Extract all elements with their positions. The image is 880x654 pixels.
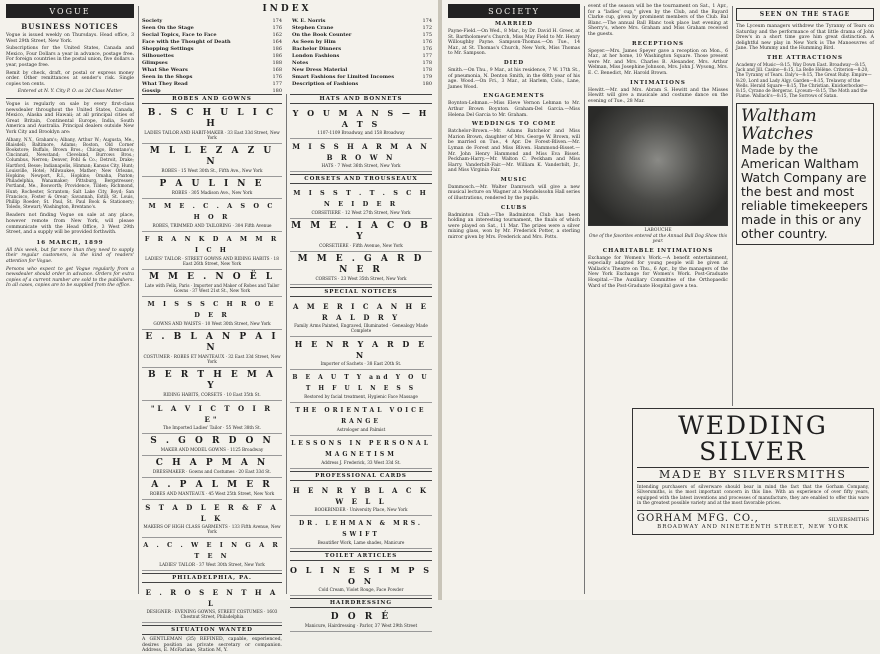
- bulldog-photo: [588, 106, 728, 226]
- right-column-receptions: [588, 4, 728, 289]
- professional-ad[interactable]: H E N R Y B L A C K W E L L BOOKBINDER · University Place, New York: [290, 483, 432, 516]
- wedding-silver-ad[interactable]: [632, 408, 874, 535]
- left-column-hats: [290, 92, 432, 632]
- entered-note: Entered at N. Y. City P. O. as 2d Class Matter: [17, 89, 123, 95]
- left-column-notices: [6, 4, 134, 289]
- robes-ad[interactable]: B. S C H U L I C H LADIES TAILOR AND HABIT-MAKER · 33 East 33d Street, New York: [142, 106, 282, 144]
- hairdressing-heading: HAIRDRESSING: [290, 598, 432, 608]
- robes-ad[interactable]: A . P A L M E R ROBES AND MANTEAUX · 45 West 25th Street, New York: [142, 478, 282, 500]
- right-page: [442, 0, 880, 600]
- index-item[interactable]: Shopping Settings 186: [142, 46, 282, 52]
- corsets-ad[interactable]: M M E . G A R D N E R CORSETS · 23 West 35th Street, New York: [290, 252, 432, 285]
- index-item[interactable]: Notes 178: [292, 60, 432, 66]
- wedding-silver-body: Intending purchasers of silverware should bear in mind the fact that the Gorham Company, Silversmiths, is the most important concern in this line. With an experience of over fifty years, equipped with the latest inventions and processes of manufacture, they are enabled to offer this ware in the greatest possible variety and at the most favorable prices.: [637, 485, 869, 507]
- married-text: Payne-Field.—On Wed., 8 Mar., by Dr. David H. Greer, at St. Bartholomew's Church, Miss May Field to Mr. Henry Willoughby Payne. Sampson-Thomas.—On Tue., 14 Mar., at St. Thomas's Church, New York, Miss Thomas to Mr. Sampson.: [448, 29, 580, 57]
- index-item[interactable]: Glimpses 188: [142, 60, 282, 66]
- hats-ad[interactable]: Y O U M A N S — H A T S 1107-1109 Broadway, and 158 Broadway: [290, 106, 432, 139]
- engagements-heading: ENGAGEMENTS: [483, 93, 545, 100]
- died-text: Smith.—On Thu., 9 Mar., at his residence, 7 W. 17th St., of pneumonia, N. Denton Smith, in the 68th year of his age. Wood.—On Fri., 3 Mar., at Harlem, Colo., Lane, James Wood.: [448, 67, 580, 90]
- toilet-articles-heading: TOILET ARTICLES: [290, 551, 432, 561]
- intimations-text: Hewitt.—Mr. and Mrs. Abram S. Hewitt and the Misses Hewitt will give a musicale and costume dance on the evening of Tue., 28 Mar.: [588, 87, 728, 104]
- right-column-stage: [736, 4, 874, 245]
- waltham-headline: Waltham Watches: [741, 106, 817, 145]
- philadelphia-heading: PHILADELPHIA, PA.: [142, 573, 282, 583]
- index-item[interactable]: Social Topics, Face to Face 162: [142, 32, 282, 38]
- clubs-text: Badminton Club.—The Badminton Club has been holding an interesting tournament, the finals of which were played on Sat., 11 Mar. The prizes were a silver mixing glass, won by Mr. Frederick Potter, a sterling mirror given by Mrs. Frederick and Mrs. Potts.: [448, 212, 580, 241]
- special-ad[interactable]: THE ORIENTAL VOICE RANGE Astrologer and Palmist: [290, 403, 432, 436]
- seen-on-stage-text: The Lyceum managers withdrew the Tyranny of Tears on Saturday and the performance of that little drama of John Drew's in a short time gave him great distinction. A delightful new play in New York is The Manoeuvres of Jane. The Mummy and the Humming Bird.: [736, 24, 874, 52]
- wedding-silver-subhead: MADE BY SILVERSMITHS: [637, 467, 869, 482]
- robes-ad[interactable]: E . B L A N P A I N COSTUMER · ROBES ET MANTEAUX · 32 East 33d Street, New York: [142, 330, 282, 368]
- index-left-list: [142, 18, 282, 95]
- robes-ad[interactable]: B E R T H E M A Y RIDING HABITS, CORSETS · 10 East 35th St.: [142, 368, 282, 401]
- dealers-list: Albany, N.Y., Graham's; Albany, Arthur W.; Augusta, Me., Blaisdell; Baltimore, Adams; Boston, Old Corner Bookstore; Buffalo, Brown Bros.; Chicago, Brentano's; Cincinnati, Newstand; Cleveland, Burrows Bros.; Columbus, Nerren; Denver, Pohl & Co.; Detroit, Drake; Hartford, Besse; Indianapolis, Hinman; Kansas City, Hunt; Louisville, Hotel; Milwaukee, Mather; New Orleans, Hopkins; Newport, R.I., Hopkins; Omaha, Paxton; Philadelphia, Wanamaker; Pittsburg, Bergstresser; Portland, Me., Bosworth; Providence, Tilden; Richmond, Hunt; Rochester, Scrantom; Salt Lake City, Boyd; San Francisco, Foster & Orear; Savannah, Estill; St. Louis, Phillip Roeder; St. Paul, St. Paul Book & Stationery; Toledo, Stewart; Washington, Brentano's.: [6, 137, 134, 211]
- index-item[interactable]: Seen On the Stage 176: [142, 25, 282, 31]
- robes-ad[interactable]: M I S S S C H R O E D E R GOWNS AND WAISTS · 10 West 30th Street, New York: [142, 297, 282, 330]
- robes-ad[interactable]: M M E . C . A S O C H O R ROBES, TRIMMED AND TAILORING · 304 Fifth Avenue: [142, 199, 282, 232]
- business-notices: [6, 33, 134, 87]
- situation-heading: SITUATION WANTED: [142, 625, 282, 635]
- gorham-address: BROADWAY AND NINETEENTH STREET, NEW YORK: [657, 523, 849, 530]
- index-item[interactable]: New Dress Material 178: [292, 67, 432, 73]
- charitable-heading: CHARITABLE INTIMATIONS: [602, 247, 714, 254]
- weddings-text: Batchelor-Brown.—Mr. Adams Batchelor and Miss Marion Brown, daughter of Mrs. George W. Brown, will be married on Tue., 4 Apr. De Forest-Bliven.—Mr. Lyman de Forest and Miss Bliven. Hammond-Bisset.—Mr. John Henry Hammond and Miss Eva Bisset. Peckham-Harry.—Mr. Walton C. Peckham and Miss Harry. Vanderbilt-Fair.—Mr. William K. Vanderbilt, Jr., and Miss Virginia Fair.: [448, 129, 580, 174]
- binding-note: Readers not finding Vogue on sale at any place, however remote from New York, will please communicate with the Head Office, 3 West 29th Street, and a supply will be provided forthwith.: [6, 213, 134, 236]
- index-item[interactable]: Society 174: [142, 18, 282, 24]
- died-heading: DIED: [503, 59, 525, 66]
- index-item[interactable]: As Seen by Him 176: [292, 39, 432, 45]
- professional-cards-heading: PROFESSIONAL CARDS: [290, 471, 432, 481]
- philadelphia-ad[interactable]: E . R O S E N T H A L DESIGNER · EVENING GOWNS, STREET COSTUMES · 1603 Chestnut Street, Philadelphia: [142, 585, 282, 623]
- index-item[interactable]: Seen in the Shops 176: [142, 74, 282, 80]
- gorham-name: GORHAM MFG. CO.,: [637, 512, 759, 524]
- footer-paragraph: Persons who expect to get Vogue regularly from a newsdealer should order in advance. Orders for extra copies of a current number are sold to the publishers. In all cases, copies are to be supplied from the office.: [6, 266, 134, 289]
- robes-ad[interactable]: S T A D L E R & F A L K MAKERS OF HIGH CLASS GARMENTS · 133 Fifth Avenue, New York: [142, 500, 282, 538]
- hats-heading: HATS AND BONNETS: [290, 94, 432, 104]
- music-heading: MUSIC: [500, 176, 528, 183]
- situation-text: A GENTLEMAN (35) REFINED, capable, experienced, desires position as private secretary or companion. Address, E. McFarlane, Station M, Y.: [142, 637, 282, 654]
- business-notices-heading: BUSINESS NOTICES: [21, 22, 119, 31]
- weddings-heading: WEDDINGS TO COME: [471, 121, 557, 128]
- engagements-text: Boynton-Lehman.—Miss Eleve Vernon Lehman to Mr. Arthur Brown Boynton. Graham-Del Garcia.—Miss Helena Del Garcia to Mr. Graham.: [448, 101, 580, 118]
- special-ad[interactable]: A M E R I C A N H E R A L D R Y Family Arms Painted, Engraved, Illuminated · Genealogy Made Complete: [290, 299, 432, 337]
- society-banner: SOCIETY: [448, 4, 580, 18]
- index-item[interactable]: Smart Fashions for Limited Incomes 179: [292, 74, 432, 80]
- robes-ad[interactable]: F R A N K D A M M R I C H LADIES' TAILOR · STREET GOWNS AND RIDING HABITS · 18 East 26th Street, New York: [142, 232, 282, 270]
- robes-ad[interactable]: M M E . N O Ë L Late with Felix, Paris · Importer and Maker of Robes and Tailor Gowns · 37 West 21st St., New York: [142, 270, 282, 297]
- corsets-heading: CORSETS AND TROUSSEAUX: [290, 174, 432, 184]
- robes-ad[interactable]: C H A P M A N DRESSMAKER · Gowns and Costumes · 20 East 33d St.: [142, 456, 282, 478]
- waltham-body: Made by the American Waltham Watch Company are the best and most reliable timekeepers made in this or any other country.: [741, 142, 868, 242]
- corsets-ad[interactable]: M M E . I A C O B Y CORSETIERE · Fifth Avenue, New York: [290, 219, 432, 252]
- gorham-line: [637, 510, 869, 524]
- attractions-list: Academy of Music—8:15, Way Down East. Broadway—8:15, Jack and Jill. Casino—8:15, La Belle Hélène. Criterion—8:20, The Tyranny of Tears. Daly's—8:15, The Great Ruby. Empire—8:20, Lord and Lady Algy. Garden—8:15, Trelawny of the Wells. Herald Square—8:15, The Christian. Knickerbocker—8:15, Cyrano de Bergerac. Lyceum—8:15, The Moth and the Flame. Wallack's—8:15, The Sorrows of Satan.: [736, 62, 872, 100]
- continued-text: event of the season will be the tournament on Sat., 1 Apr., for a "ladies' cup," given by the Club, and the Bayard Clarke cup, given by prominent members of the Club. Bal Blanc.—The annual Ball Blanc took place last evening at Sherry's, where Mrs. Graham and Miss Graham received the guests.: [588, 4, 728, 37]
- special-ad[interactable]: LESSONS IN PERSONAL MAGNETISM Address J. Frederick, 33 West 33d St.: [290, 436, 432, 469]
- special-ad[interactable]: B E A U T Y and Y O U T H F U L N E S S Restored by facial treatment, Hygienic Face Massage: [290, 370, 432, 403]
- footer-quote: All this week, but far more than they need to supply their regular customers, is the kind of readers' attention for Vogue.: [6, 247, 134, 264]
- receptions-heading: RECEPTIONS: [632, 40, 684, 47]
- music-text: Dammosch.—Mr. Walter Damrosch will give a new musical lecture on Wagner at a Mendelssohn Hall series of illustrations, rendered by the pupils.: [448, 184, 580, 202]
- index-title: INDEX: [262, 4, 312, 14]
- index-right-list: [292, 18, 432, 95]
- robes-ad[interactable]: P A U L I N E ROBES · 305 Madison Ave., New York: [142, 177, 282, 199]
- index-item[interactable]: Gossip 180: [142, 88, 282, 94]
- vogue-banner: VOGUE: [6, 4, 134, 18]
- right-column-society: [448, 4, 580, 241]
- waltham-ad[interactable]: [736, 103, 874, 245]
- date-line: 16 MARCH, 1899: [36, 239, 104, 246]
- index-item[interactable]: Face with the Thought of Death 164: [142, 39, 282, 45]
- robes-heading: ROBES AND GOWNS: [142, 94, 282, 104]
- index-item[interactable]: On the Book Counter 175: [292, 32, 432, 38]
- corsets-ad[interactable]: M I S S T . T . S C H N E I D E R CORSETIERE · 12 West 27th Street, New York: [290, 186, 432, 219]
- gorham-tag: SILVERSMITHS: [828, 516, 869, 523]
- hairdressing-ad[interactable]: D O R É Manicure, Hairdressing · Parlor, 37 West 29th Street: [290, 610, 432, 632]
- photo-caption-title: LABOUCHE: [644, 228, 672, 234]
- photo-caption: One of the favorites entered at the Annual Bull Dog Show this year.: [588, 233, 728, 245]
- index-item[interactable]: Description of Fashions 180: [292, 81, 432, 87]
- intimations-heading: INTIMATIONS: [630, 79, 686, 86]
- index-item[interactable]: W. E. Norris 174: [292, 18, 432, 24]
- toilet-ad[interactable]: O L I N E S I M P S O N Cold Cream, Violet Rouge, Face Powder: [290, 563, 432, 596]
- left-page: [0, 0, 438, 654]
- left-column-robes: [142, 92, 282, 654]
- hats-ad[interactable]: M I S S H A R M A N B R O W N HATS · 7 West 36th Street, New York: [290, 139, 432, 172]
- robes-ad[interactable]: "L A V I C T O I R E" The Imported Ladies' Tailor · 55 West 38th St.: [142, 401, 282, 434]
- index-item[interactable]: Silhouettes 186: [142, 53, 282, 59]
- seen-on-stage-title: SEEN ON THE STAGE: [736, 8, 874, 21]
- wedding-silver-headline: WEDDING SILVER: [678, 411, 828, 466]
- index-item[interactable]: Bachelor Dinners 176: [292, 46, 432, 52]
- index-item[interactable]: What They Read 177: [142, 81, 282, 87]
- business-notice: Vogue is issued weekly on Thursdays. Head office, 3 West 29th Street, New York.: [6, 33, 134, 44]
- robes-ad[interactable]: M L L E Z A Z U N ROBES · 15 West 30th St., Fifth Ave., New York: [142, 144, 282, 177]
- special-notices-heading: SPECIAL NOTICES: [290, 287, 432, 297]
- robes-ad[interactable]: A . C . W E I N G A R T E N LADIES' TAILOR · 37 West 30th Street, New York: [142, 538, 282, 571]
- robes-ad[interactable]: S . G O R D O N MAKER AND MODEL GOWNS · 1125 Broadway: [142, 434, 282, 456]
- index-item[interactable]: Stephen Crane 172: [292, 25, 432, 31]
- business-notice: Remit by check, draft, or postal or express money order. Other remittances at sender's risk. Single copies ten cents.: [6, 70, 134, 87]
- clubs-heading: CLUBS: [500, 204, 528, 211]
- index-block: [142, 2, 432, 95]
- business-notice: Subscriptions for the United States, Canada and Mexico, Four Dollars a year in advance, postage free. For foreign countries in the postal union, five dollars a year, postage free.: [6, 46, 134, 68]
- professional-ad[interactable]: DR. LEHMAN & MRS. SWIFT Beautifier Work, Lame shades, Manicure: [290, 516, 432, 549]
- index-item[interactable]: What She Wears 168: [142, 67, 282, 73]
- charitable-text: Exchange for Women's Work.—A benefit entertainment, especially adapted for young people will be given at Wallack's Theatre on Thu., 6 Apr., by the managers of the New York Exchange for Women's Work. Post-Graduate Hospital.—The Auxiliary Committee of the Orthopaedic Ward of the Post-Graduate Hospital gave a tea.: [588, 255, 728, 289]
- receptions-text: Speyer.—Mrs. James Speyer gave a reception on Mon., 6 Mar., at her home, 10 Washington Square. Those present were Mr. and Mrs. Charles B. Alexander, Mrs. Arthur Welman, Miss Josephine Johnson, Mrs. John J. Wysong, Mrs. E. C. Benedict, Mr. Harold Brown.: [588, 48, 729, 76]
- attractions-heading: THE ATTRACTIONS: [766, 54, 844, 61]
- special-ad[interactable]: H E N R Y A R D E N Importer of Sachets · 38 East 20th St.: [290, 337, 432, 370]
- index-item[interactable]: London Fashions 177: [292, 53, 432, 59]
- married-heading: MARRIED: [494, 21, 534, 27]
- sale-paragraph: Vogue is regularly on sale by every first-class newsdealer throughout the United States, Canada, Mexico, Alaska and Hawaii; at all principal cities of Great Britain, Continental Europe, India, South America and Australia. Principal dealers outside New York City and Brooklyn are:: [6, 101, 134, 135]
